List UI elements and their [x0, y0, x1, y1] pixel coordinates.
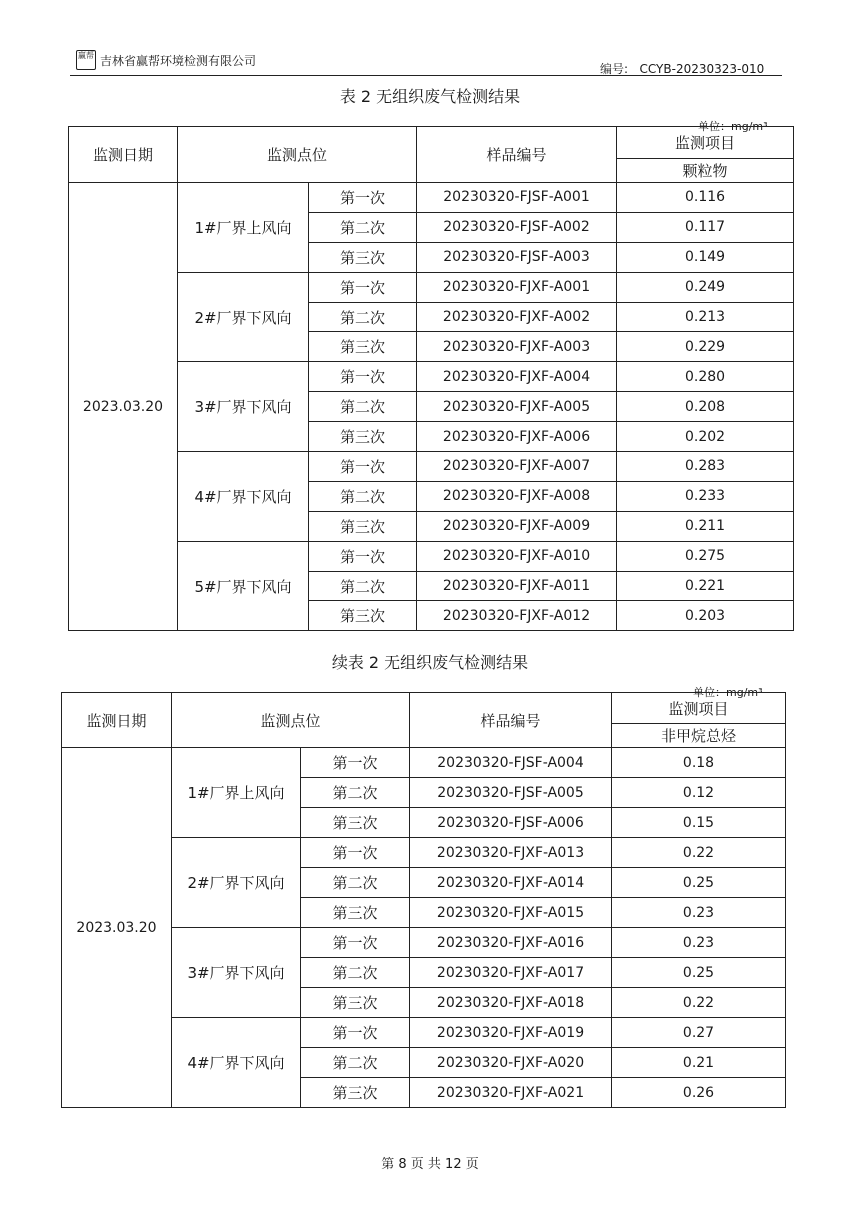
- value-cell: 0.202: [617, 422, 794, 452]
- time-cell: 第一次: [309, 541, 417, 571]
- header-divider: [70, 75, 782, 76]
- value-cell: 0.149: [617, 242, 794, 272]
- sample-cell: 20230320-FJSF-A006: [410, 808, 612, 838]
- header-pollutant: 非甲烷总烃: [612, 724, 786, 748]
- value-cell: 0.22: [612, 838, 786, 868]
- page-footer: 第 8 页 共 12 页: [381, 1157, 479, 1172]
- sample-cell: 20230320-FJXF-A008: [417, 481, 617, 511]
- table2-body: [62, 748, 786, 1108]
- time-cell: 第二次: [309, 302, 417, 332]
- sample-cell: 20230320-FJXF-A017: [410, 958, 612, 988]
- header-sample: 样品编号: [417, 127, 617, 183]
- sample-cell: 20230320-FJXF-A014: [410, 868, 612, 898]
- value-cell: 0.18: [612, 748, 786, 778]
- time-cell: 第三次: [309, 422, 417, 452]
- value-cell: 0.117: [617, 212, 794, 242]
- time-cell: 第三次: [301, 808, 410, 838]
- header-point: 监测点位: [172, 693, 410, 748]
- table1-unit: 单位：mg/m³: [698, 120, 768, 133]
- value-cell: 0.27: [612, 1018, 786, 1048]
- point-cell: 2#厂界下风向: [178, 272, 309, 362]
- sample-cell: 20230320-FJXF-A021: [410, 1078, 612, 1108]
- time-cell: 第二次: [309, 392, 417, 422]
- sample-cell: 20230320-FJXF-A001: [417, 272, 617, 302]
- time-cell: 第三次: [301, 898, 410, 928]
- value-cell: 0.283: [617, 452, 794, 482]
- time-cell: 第一次: [309, 362, 417, 392]
- value-cell: 0.203: [617, 601, 794, 631]
- header-sample: 样品编号: [410, 693, 612, 748]
- sample-cell: 20230320-FJSF-A003: [417, 242, 617, 272]
- value-cell: 0.211: [617, 511, 794, 541]
- table2-unit: 单位：mg/m³: [693, 686, 763, 699]
- sample-cell: 20230320-FJSF-A005: [410, 778, 612, 808]
- header-item: 监测项目: [612, 693, 786, 724]
- value-cell: 0.26: [612, 1078, 786, 1108]
- header-pollutant: 颗粒物: [617, 159, 794, 183]
- point-cell: 3#厂界下风向: [172, 928, 301, 1018]
- sample-cell: 20230320-FJXF-A002: [417, 302, 617, 332]
- table2-nmhc: [61, 692, 786, 1108]
- date-cell: 2023.03.20: [69, 183, 178, 631]
- value-cell: 0.233: [617, 481, 794, 511]
- value-cell: 0.12: [612, 778, 786, 808]
- date-cell: 2023.03.20: [62, 748, 172, 1108]
- time-cell: 第三次: [309, 601, 417, 631]
- company-header: [76, 50, 256, 70]
- sample-cell: 20230320-FJXF-A009: [417, 511, 617, 541]
- value-cell: 0.23: [612, 928, 786, 958]
- report-number-label: 编号:: [600, 62, 629, 76]
- time-cell: 第二次: [301, 1048, 410, 1078]
- table-row: [69, 452, 794, 482]
- sample-cell: 20230320-FJXF-A018: [410, 988, 612, 1018]
- sample-cell: 20230320-FJXF-A006: [417, 422, 617, 452]
- point-cell: 4#厂界下风向: [172, 1018, 301, 1108]
- time-cell: 第三次: [309, 242, 417, 272]
- sample-cell: 20230320-FJXF-A019: [410, 1018, 612, 1048]
- sample-cell: 20230320-FJXF-A015: [410, 898, 612, 928]
- company-name: 吉林省赢帮环境检测有限公司: [100, 53, 257, 68]
- company-logo-icon: 赢帮: [76, 50, 96, 70]
- time-cell: 第一次: [301, 928, 410, 958]
- time-cell: 第一次: [309, 272, 417, 302]
- sample-cell: 20230320-FJXF-A007: [417, 452, 617, 482]
- table1-title: 表 2 无组织废气检测结果: [339, 87, 521, 106]
- value-cell: 0.116: [617, 183, 794, 213]
- value-cell: 0.25: [612, 958, 786, 988]
- sample-cell: 20230320-FJXF-A004: [417, 362, 617, 392]
- time-cell: 第三次: [309, 332, 417, 362]
- sample-cell: 20230320-FJSF-A002: [417, 212, 617, 242]
- time-cell: 第一次: [309, 452, 417, 482]
- time-cell: 第三次: [309, 511, 417, 541]
- value-cell: 0.249: [617, 272, 794, 302]
- table-row: [69, 183, 794, 213]
- value-cell: 0.22: [612, 988, 786, 1018]
- table2-title: 续表 2 无组织废气检测结果: [331, 653, 529, 672]
- value-cell: 0.208: [617, 392, 794, 422]
- point-cell: 3#厂界下风向: [178, 362, 309, 452]
- time-cell: 第三次: [301, 1078, 410, 1108]
- value-cell: 0.21: [612, 1048, 786, 1078]
- header-point: 监测点位: [178, 127, 417, 183]
- table-row: [69, 362, 794, 392]
- table1-particulate: [68, 126, 794, 631]
- sample-cell: 20230320-FJXF-A005: [417, 392, 617, 422]
- time-cell: 第二次: [309, 212, 417, 242]
- time-cell: 第一次: [301, 748, 410, 778]
- time-cell: 第二次: [301, 958, 410, 988]
- sample-cell: 20230320-FJXF-A011: [417, 571, 617, 601]
- time-cell: 第三次: [301, 988, 410, 1018]
- sample-cell: 20230320-FJXF-A012: [417, 601, 617, 631]
- table-row: [69, 541, 794, 571]
- sample-cell: 20230320-FJXF-A003: [417, 332, 617, 362]
- time-cell: 第二次: [309, 571, 417, 601]
- value-cell: 0.23: [612, 898, 786, 928]
- sample-cell: 20230320-FJSF-A004: [410, 748, 612, 778]
- time-cell: 第二次: [309, 481, 417, 511]
- table-row: [62, 748, 786, 778]
- sample-cell: 20230320-FJXF-A013: [410, 838, 612, 868]
- value-cell: 0.275: [617, 541, 794, 571]
- sample-cell: 20230320-FJSF-A001: [417, 183, 617, 213]
- point-cell: 5#厂界下风向: [178, 541, 309, 631]
- value-cell: 0.280: [617, 362, 794, 392]
- time-cell: 第一次: [301, 838, 410, 868]
- point-cell: 1#厂界上风向: [178, 183, 309, 273]
- time-cell: 第一次: [309, 183, 417, 213]
- point-cell: 4#厂界下风向: [178, 452, 309, 542]
- value-cell: 0.15: [612, 808, 786, 838]
- value-cell: 0.221: [617, 571, 794, 601]
- value-cell: 0.25: [612, 868, 786, 898]
- header-item: 监测项目: [617, 127, 794, 159]
- sample-cell: 20230320-FJXF-A020: [410, 1048, 612, 1078]
- value-cell: 0.229: [617, 332, 794, 362]
- sample-cell: 20230320-FJXF-A010: [417, 541, 617, 571]
- point-cell: 2#厂界下风向: [172, 838, 301, 928]
- table1-body: [69, 183, 794, 631]
- header-date: 监测日期: [69, 127, 178, 183]
- value-cell: 0.213: [617, 302, 794, 332]
- time-cell: 第一次: [301, 1018, 410, 1048]
- report-number-value: CCYB-20230323-010: [639, 62, 765, 76]
- time-cell: 第二次: [301, 778, 410, 808]
- table-row: [69, 272, 794, 302]
- time-cell: 第二次: [301, 868, 410, 898]
- sample-cell: 20230320-FJXF-A016: [410, 928, 612, 958]
- header-date: 监测日期: [62, 693, 172, 748]
- point-cell: 1#厂界上风向: [172, 748, 301, 838]
